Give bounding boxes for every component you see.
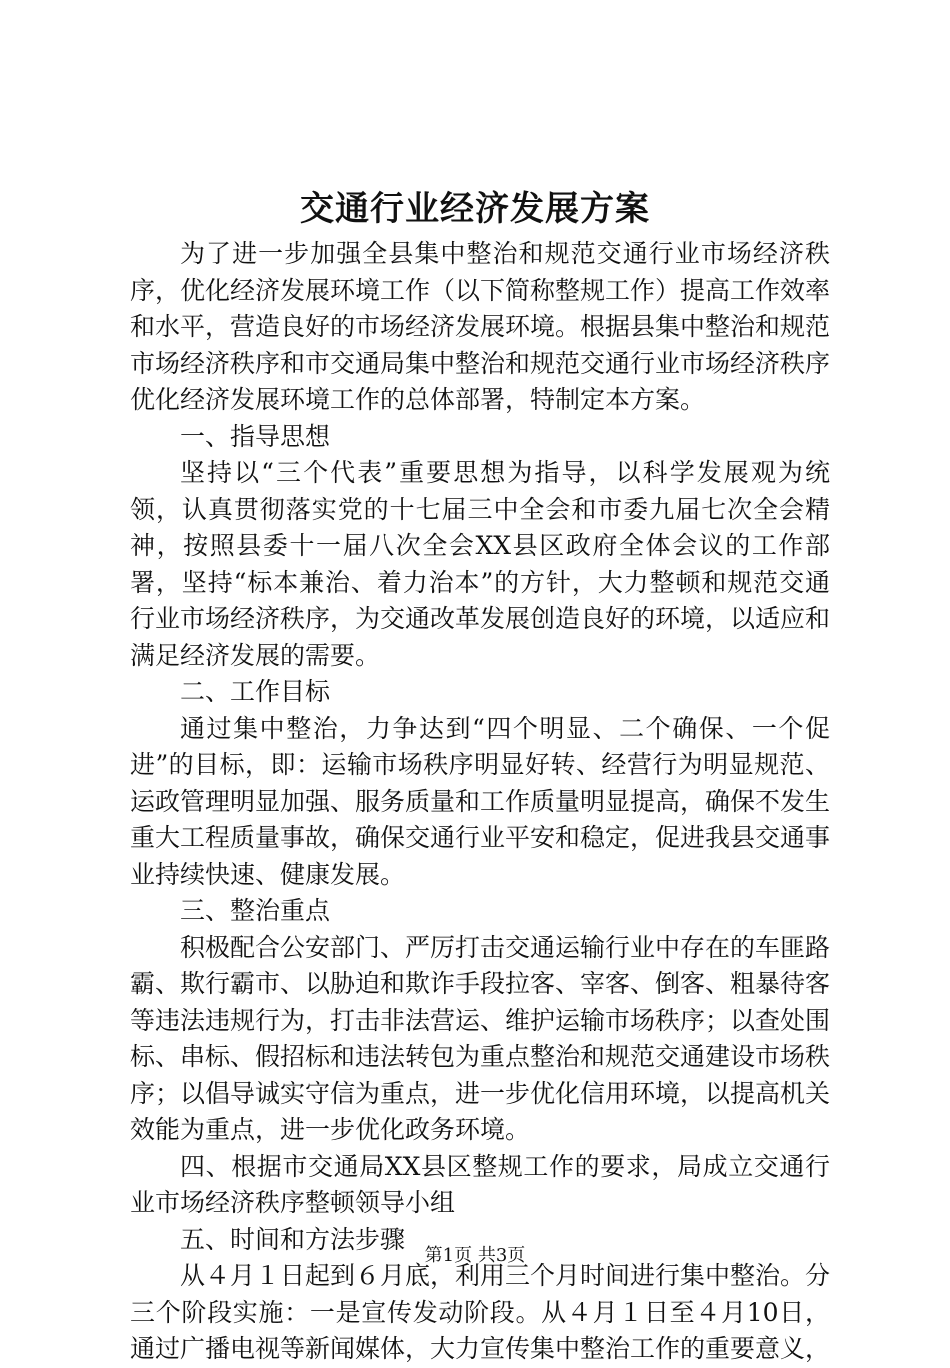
page-footer: 第1页 共3页	[424, 1245, 526, 1266]
document-body	[130, 236, 830, 1368]
paragraph-intro: 为了进一步加强全县集中整治和规范交通行业市场经济秩序，优化经济发展环境工作（以下简称整规工作）提高工作效率和水平，营造良好的市场经济发展环境。根据县集中整治和规范市场经济秩序和市交通局集中整治和规范交通行业市场经济秩序优化经济发展环境工作的总体部署，特制定本方案。	[130, 239, 831, 414]
document-title: 交通行业经济发展方案	[300, 189, 650, 229]
section-heading-4: 四、根据市交通局XX县区整规工作的要求，局成立交通行业市场经济秩序整顿领导小组	[130, 1151, 830, 1217]
section-heading-1: 一、指导思想	[180, 421, 331, 451]
section-heading-3: 三、整治重点	[180, 896, 331, 925]
paragraph-work-goals: 通过集中整治，力争达到“四个明显、二个确保、一个促进”的目标，即：运输市场秩序明显好转、经营行为明显规范、运政管理明显加强、服务质量和工作质量明显提高，确保不发生重大工程质量事故，确保交通行业平安和稳定，促进我县交通事业持续快速、健康发展。	[130, 713, 831, 889]
section-heading-5: 五、时间和方法步骤	[180, 1224, 406, 1254]
paragraph-time-steps: 从４月１日起到６月底，利用三个月时间进行集中整治。分三个阶段实施：一是宣传发动阶段。从４月１日至４月10日，通过广播电视等新闻媒体，大力宣传集中整治工作的重要意义，	[130, 1261, 831, 1363]
paragraph-guiding-thought: 坚持以“三个代表”重要思想为指导，以科学发展观为统领，认真贯彻落实党的十七届三中全会和市委九届七次全会精神，按照县委十一届八次全会XX县区政府全体会议的工作部署，坚持“标本兼治、着力治本”的方针，大力整顿和规范交通行业市场经济秩序，为交通改革发展创造良好的环境，以适应和满足经济发展的需要。	[130, 458, 831, 670]
paragraph-key-points: 积极配合公安部门、严厉打击交通运输行业中存在的车匪路霸、欺行霸市、以胁迫和欺诈手段拉客、宰客、倒客、粗暴待客等违法违规行为，打击非法营运、维护运输市场秩序；以查处围标、串标、假招标和违法转包为重点整治和规范交通建设市场秩序；以倡导诚实守信为重点，进一步优化信用环境，以提高机关效能为重点，进一步优化政务环境。	[130, 932, 831, 1144]
section-heading-2: 二、工作目标	[180, 677, 331, 706]
